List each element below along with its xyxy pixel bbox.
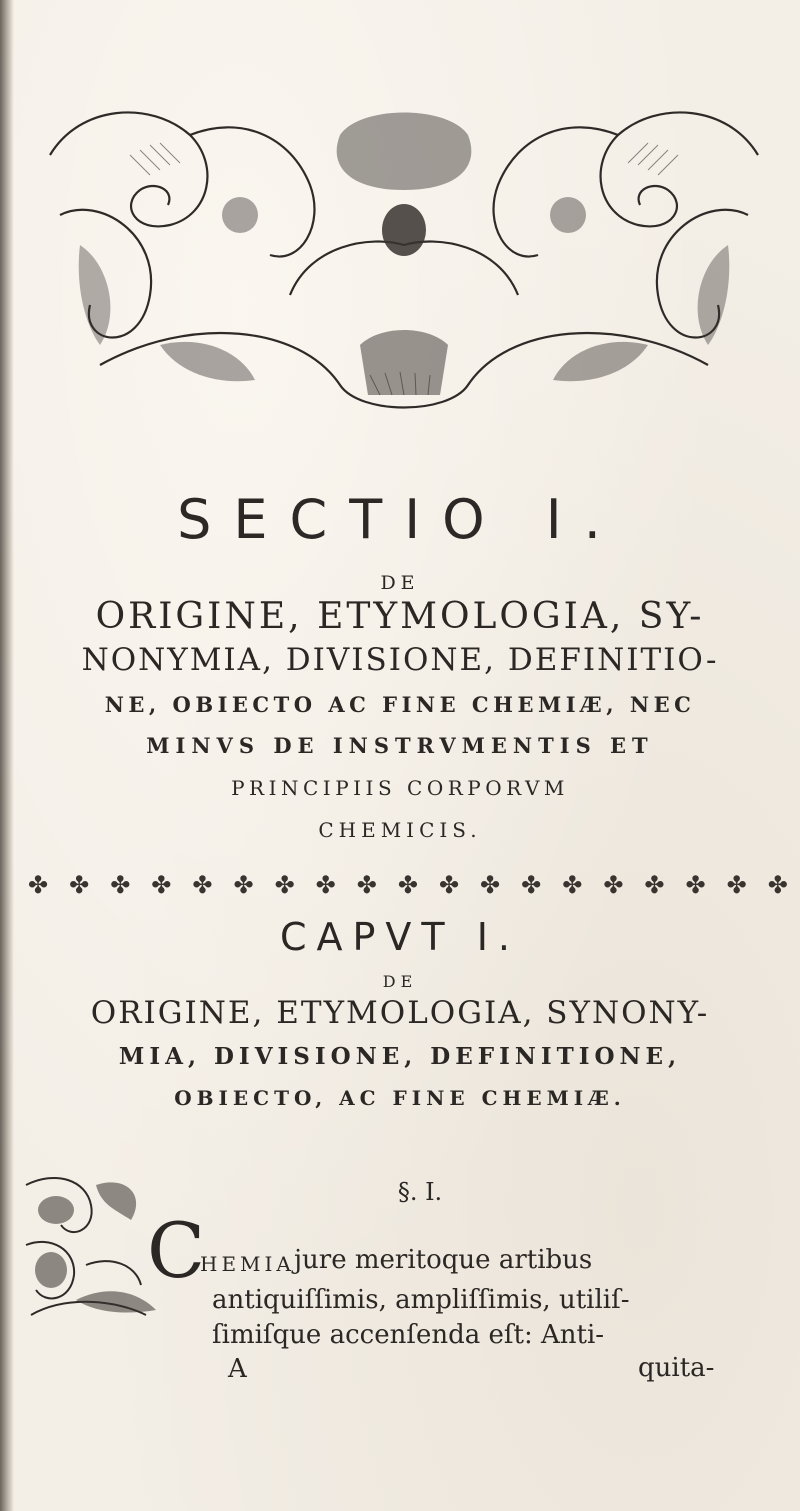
fleuron-icon: ✤ (480, 871, 501, 899)
text-line-1: jure meritoque artibus (294, 1245, 593, 1275)
catchword: quita- (638, 1353, 715, 1383)
section-title-line-4: MINVS DE INSTRVMENTIS ET (146, 733, 654, 758)
fleuron-icon: ✤ (315, 871, 336, 899)
text-line-3: ſimiſque accenſenda eſt: Anti- (212, 1320, 605, 1350)
fleuron-icon: ✤ (562, 871, 583, 899)
fleuron-icon: ✤ (438, 871, 460, 899)
fleuron-icon: ✤ (356, 871, 377, 899)
chapter-title-line-3: OBIECTO, AC FINE CHEMIÆ. (174, 1086, 626, 1110)
fleuron-icon: ✤ (603, 871, 624, 899)
section-title-line-3: NE, OBIECTO AC FINE CHEMIÆ, NEC (104, 692, 696, 717)
section-title-line-2: NONYMIA, DIVISIONE, DEFINITIO- (81, 642, 719, 678)
fleuron-icon: ✤ (110, 871, 131, 899)
chapter-title: CAPVT I. (279, 915, 520, 959)
chapter-title-line-1: ORIGINE, ETYMOLOGIA, SYNONY- (90, 995, 710, 1031)
section-title-line-1: ORIGINE, ETYMOLOGIA, SY- (95, 596, 705, 637)
section-title-line-6: CHEMICIS. (318, 818, 482, 842)
text-line-2: antiquiſſimis, ampliſſimis, utiliſ- (212, 1285, 630, 1315)
section-de: DE (380, 572, 420, 594)
fleuron-icon: ✤ (726, 871, 747, 899)
section-title: SECTIO I. (177, 488, 623, 551)
fleuron-icon: ✤ (397, 871, 418, 899)
fleuron-icon: ✤ (151, 871, 172, 899)
chapter-title-line-2: MIA, DIVISIONE, DEFINITIONE, (118, 1043, 682, 1070)
headpiece-ornament (40, 95, 768, 425)
fleuron-icon: ✤ (521, 871, 542, 899)
fleuron-icon: ✤ (685, 871, 706, 899)
fleuron-rule (28, 868, 788, 902)
fleuron-icon: ✤ (28, 871, 49, 899)
signature-mark: A (228, 1354, 247, 1384)
drop-cap: C (147, 1206, 206, 1295)
fleuron-icon: ✤ (767, 871, 788, 899)
fleuron-icon: ✤ (69, 871, 90, 899)
fleuron-icon: ✤ (233, 871, 254, 899)
section-title-line-5: PRINCIPIIS CORPORVM (231, 776, 569, 800)
chapter-de: DE (382, 972, 418, 991)
text-line-1-smallcaps: HEMIA (200, 1252, 295, 1276)
fleuron-icon: ✤ (274, 871, 295, 899)
fleuron-icon: ✤ (644, 871, 665, 899)
section-mark: §. I. (397, 1178, 443, 1206)
fleuron-icon: ✤ (192, 871, 213, 899)
